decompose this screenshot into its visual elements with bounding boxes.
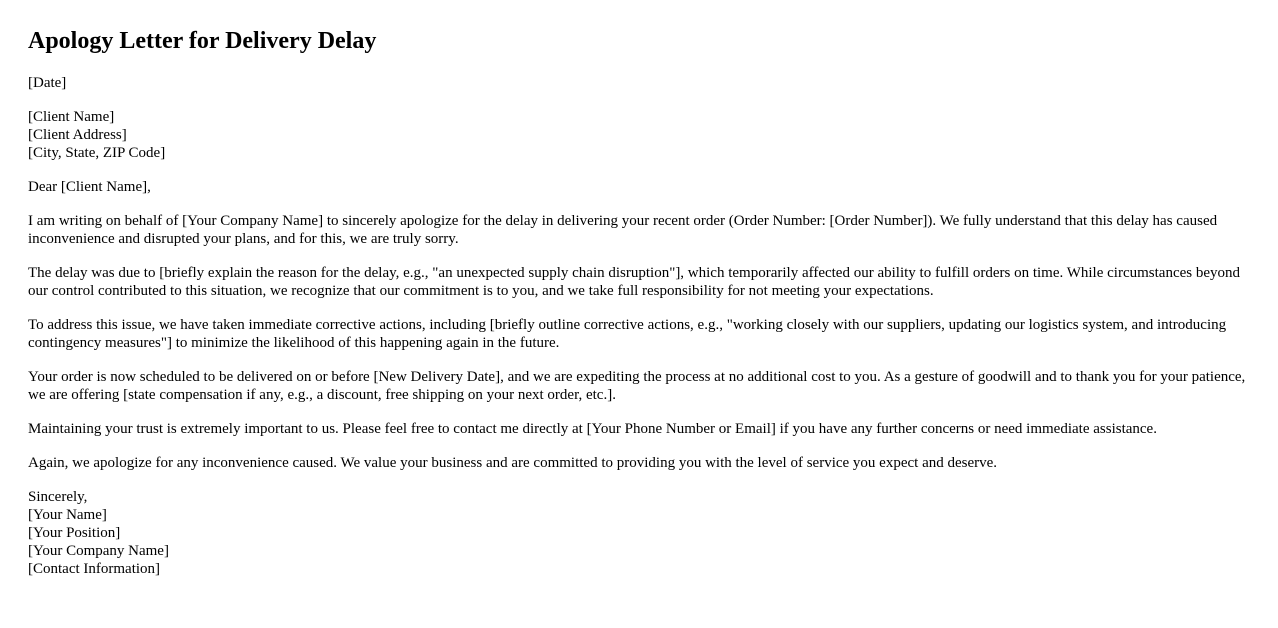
recipient-address: [Client Address]: [28, 127, 127, 143]
letter-title: Apology Letter for Delivery Delay: [28, 28, 377, 54]
sender-contact: [Contact Information]: [28, 561, 161, 577]
body-paragraph-contact: Maintaining your trust is extremely important to us. Please feel free to contact me directly at [Your Phone Number or Email] if you have any further concerns or need immediate assistance.: [28, 421, 1157, 437]
signature-block: [28, 488, 1250, 578]
letter-date: [Date]: [28, 75, 67, 91]
recipient-city: [City, State, ZIP Code]: [28, 145, 166, 161]
body-paragraph-closing-apology: Again, we apologize for any inconvenience caused. We value your business and are committed to providing you with the level of service you expect and deserve.: [28, 455, 998, 471]
sender-position: [Your Position]: [28, 525, 121, 541]
body-paragraph-reason: The delay was due to [briefly explain the reason for the delay, e.g., "an unexpected supply chain disruption"], which temporarily affected our ability to fulfill orders on time. While circumstances beyond our control contributed to this situation, we recognize that our commitment is to you, and we take full responsibility for not meeting your expectations.: [28, 265, 1241, 299]
body-paragraph-corrective-actions: To address this issue, we have taken immediate corrective actions, including [briefly outline corrective actions, e.g., "working closely with our suppliers, updating our logistics system, and introducing contingency measures"] to minimize the likelihood of this happening again in the future.: [28, 317, 1227, 351]
sender-name: [Your Name]: [28, 507, 107, 523]
letter-page: [0, 27, 1278, 578]
body-paragraph-apology: I am writing on behalf of [Your Company Name] to sincerely apologize for the delay in delivering your recent order (Order Number: [Order Number]). We fully understand that this delay has caused inconvenience and disrupted your plans, and for this, we are truly sorry.: [28, 213, 1218, 247]
recipient-name: [Client Name]: [28, 109, 115, 125]
salutation: Dear [Client Name],: [28, 179, 151, 195]
body-paragraph-new-delivery: Your order is now scheduled to be delivered on or before [New Delivery Date], and we are expediting the process at no additional cost to you. As a gesture of goodwill and to thank you for your patience, we are offering [state compensation if any, e.g., a discount, free shipping on your next order, etc.].: [28, 369, 1246, 403]
sender-company: [Your Company Name]: [28, 543, 169, 559]
recipient-block: [28, 108, 1250, 162]
sign-off: Sincerely,: [28, 489, 88, 505]
